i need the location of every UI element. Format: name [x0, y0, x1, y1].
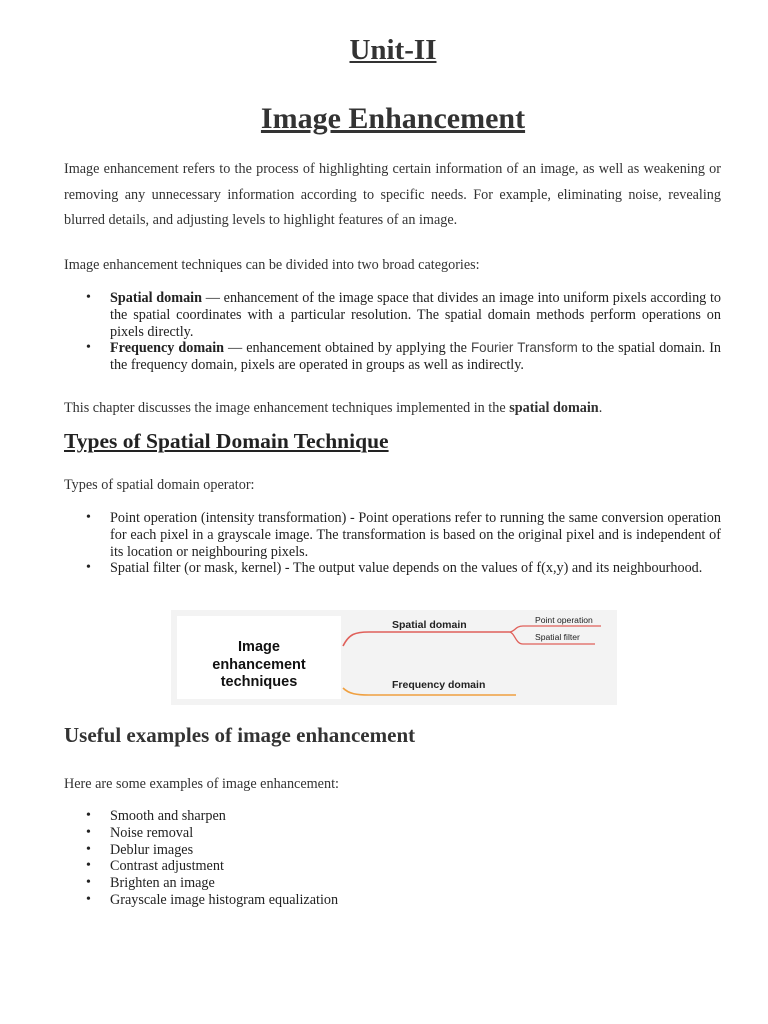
definition-frequency-before: — enhancement obtained by applying the	[224, 340, 471, 357]
chapter-note-bold: spatial domain	[509, 400, 599, 416]
examples-lead: Here are some examples of image enhancement:	[64, 776, 339, 792]
definition-spatial-domain: — enhancement of the image space that divides an image into uniform pixels according to the spatial coordinates with a particular resolution. The spatial domain methods perform operations on pixels directly.	[110, 290, 722, 340]
term-frequency-domain: Frequency domain	[110, 340, 225, 357]
fourier-transform-link[interactable]: Fourier Transform	[470, 340, 578, 356]
example-text: Deblur images	[110, 841, 194, 858]
spatial-lead: Types of spatial domain operator:	[64, 477, 255, 493]
example-text: Noise removal	[110, 824, 194, 841]
bullet-icon: •	[86, 560, 91, 576]
bullet-icon: •	[86, 875, 91, 891]
list-item-spatial-filter	[64, 560, 721, 577]
frequency-domain-label: Frequency domain	[392, 679, 486, 691]
bullet-icon: •	[86, 891, 91, 907]
spatial-operator-list	[64, 510, 721, 577]
bullet-icon: •	[86, 808, 91, 823]
point-operation-label: Point operation	[535, 615, 593, 625]
list-item-frequency-domain	[64, 340, 721, 374]
spatial-branch-line	[343, 632, 509, 646]
bullet-icon: •	[86, 340, 91, 356]
bullet-icon: •	[86, 510, 91, 525]
list-item-point-operation	[64, 510, 721, 560]
chapter-note	[64, 399, 721, 417]
example-text: Brighten an image	[110, 875, 215, 892]
intro-paragraph: Image enhancement refers to the process of highlighting certain information of an image, as well as weakening or removing any unnecessary information according to specific needs. For example, eliminating noise, revealing blurred details, and adjusting levels to highlight features of an image.	[64, 161, 721, 228]
enhancement-techniques-diagram	[171, 610, 617, 705]
list-item-spatial-domain	[64, 290, 721, 340]
chapter-note-end: .	[598, 400, 603, 416]
list-item	[64, 808, 721, 825]
unit-title: Unit-II	[349, 34, 437, 66]
example-text: Contrast adjustment	[110, 858, 224, 875]
spatial-domain-label: Spatial domain	[392, 619, 467, 631]
spatial-filter-text: Spatial filter (or mask, kernel) - The output value depends on the values of f(x,y) and its neighbourhood.	[110, 560, 703, 577]
bullet-icon: •	[86, 290, 91, 305]
list-item	[64, 875, 721, 892]
heading-spatial-domain-types: Types of Spatial Domain Technique	[64, 429, 389, 453]
definition-frequency-after: to the spatial domain. In the frequency domain, pixels are operated in groups as well as indirectly.	[110, 340, 722, 374]
spatial-filter-label: Spatial filter	[535, 632, 580, 642]
list-item	[64, 858, 721, 875]
diagram-root-label: Image enhancement techniques	[212, 639, 306, 690]
bullet-icon: •	[86, 824, 91, 840]
categories-list	[64, 290, 721, 374]
bullet-icon: •	[86, 858, 91, 874]
bullet-icon: •	[86, 841, 91, 857]
categories-lead: Image enhancement techniques can be divided into two broad categories:	[64, 257, 480, 273]
chapter-note-text: This chapter discusses the image enhancement techniques implemented in the	[64, 400, 510, 416]
term-spatial-domain: Spatial domain	[110, 290, 203, 306]
heading-useful-examples: Useful examples of image enhancement	[64, 723, 416, 747]
list-item	[64, 892, 721, 909]
examples-list	[64, 808, 721, 909]
point-operation-text: Point operation (intensity transformation) - Point operations refer to running the same conversion operation for each pixel in a grayscale image. The transformation is based on the original pixel and is independent of its location or neighbouring pixels.	[110, 510, 721, 560]
example-text: Grayscale image histogram equalization	[110, 891, 339, 908]
page-title: Image Enhancement	[260, 102, 526, 135]
example-text: Smooth and sharpen	[110, 808, 226, 824]
list-item	[64, 825, 721, 842]
list-item	[64, 842, 721, 859]
